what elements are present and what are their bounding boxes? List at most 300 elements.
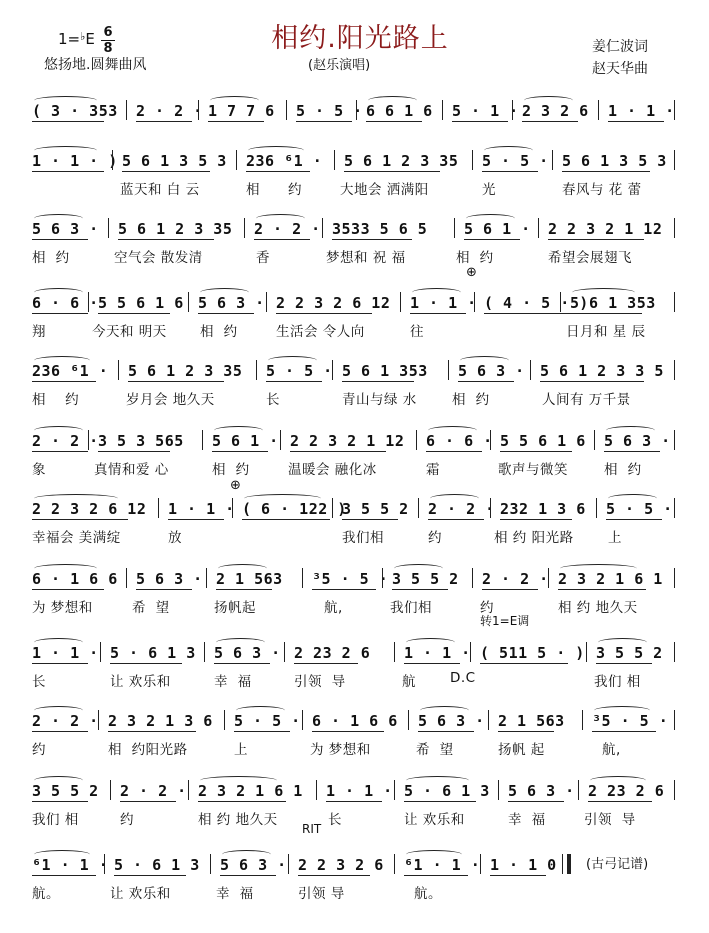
score-row: [28, 214, 678, 274]
notation-line: [28, 96, 678, 124]
composer-credit: 赵天华曲: [592, 61, 648, 77]
measure: 1 · 1 ·: [326, 782, 393, 800]
slur: [236, 706, 285, 715]
beam-line: [418, 731, 474, 732]
measure: 236 ⁶1 ·: [246, 152, 323, 170]
measure: 5 5 6 1 6: [500, 432, 586, 450]
barline: [198, 100, 199, 120]
barline: [382, 568, 383, 588]
lyric-word: 大地会 洒满阳: [340, 182, 429, 198]
barline: [552, 150, 553, 170]
beam-line: [500, 451, 572, 452]
barline: [512, 100, 513, 120]
measure: ⁶1 · 1 ·: [32, 856, 109, 874]
song-title: 相约.阳光路上: [271, 23, 449, 54]
barline: [302, 568, 303, 588]
barline: [530, 360, 531, 380]
lyric-word: 让 欢乐和: [404, 812, 465, 828]
beam-line: [342, 381, 414, 382]
measure: 2 1 563: [216, 570, 283, 588]
beam-line: [214, 663, 270, 664]
lyric-word: 约: [32, 742, 46, 758]
barline: [674, 710, 675, 730]
slur: [222, 850, 271, 859]
score-row: [28, 494, 678, 554]
barline: [586, 642, 587, 662]
lyric-word: 空气会 散发清: [114, 250, 203, 266]
slur: [210, 96, 259, 105]
measure: 5 5 6 1 6: [98, 294, 184, 312]
measure: 2 · 2 ·: [32, 432, 99, 450]
measure: 5 6 1 3 5 3: [122, 152, 227, 170]
tempo-style: 悠扬地.圆舞曲风: [44, 57, 147, 73]
lyric-word: 航。: [32, 886, 60, 902]
slur: [34, 850, 90, 859]
slur: [216, 638, 265, 647]
lyric-line: [28, 388, 678, 410]
measure: 5 6 1 2 3 35: [344, 152, 459, 170]
lyric-line: [28, 738, 678, 760]
lyric-word: 希望会展翅飞: [548, 250, 632, 266]
notation-line: [28, 356, 678, 384]
barline: [210, 854, 211, 874]
measure: 5 6 3 ·: [136, 570, 203, 588]
measure: 2 3 2 1 6 1: [558, 570, 663, 588]
beam-line: [608, 121, 664, 122]
barline: [674, 150, 675, 170]
barline: [480, 854, 481, 874]
beam-line: [234, 731, 290, 732]
beam-line: [114, 875, 186, 876]
barline: [104, 854, 105, 874]
measure: 5 · 1 ·: [452, 102, 519, 120]
lyric-word: 幸 福: [216, 886, 254, 902]
beam-line: [482, 589, 538, 590]
measure: 6 · 1 6 6: [32, 570, 118, 588]
lyric-word: 青山与绿 水: [342, 392, 417, 408]
beam-line: [366, 121, 422, 122]
beam-line: [136, 121, 192, 122]
barline: [322, 218, 323, 238]
lyric-word: 让 欢乐和: [110, 886, 171, 902]
beam-line: [344, 171, 440, 172]
slur: [214, 426, 263, 435]
slur: [200, 776, 277, 785]
barline: [88, 292, 89, 312]
barline: [284, 642, 285, 662]
measure: 5 · 5 ·: [606, 500, 673, 518]
barline: [674, 498, 675, 518]
barline: [288, 854, 289, 874]
measure: ⁶1 · 1 ·: [404, 856, 481, 874]
score-row: [28, 638, 678, 698]
beam-line: [312, 589, 376, 590]
meter-top: 6: [103, 25, 113, 40]
slur: [34, 426, 83, 435]
measure: 5 · 6 1 3: [404, 782, 490, 800]
beam-line: [168, 519, 224, 520]
lyric-word: 往: [410, 324, 424, 340]
measure: 2 3 2 1 3 6: [108, 712, 213, 730]
lyric-word: 歌声与微笑: [498, 462, 568, 478]
lyric-word: 上: [234, 742, 248, 758]
lyric-word: 上: [608, 530, 622, 546]
lyric-word: 霜: [426, 462, 440, 478]
beam-line: [110, 663, 182, 664]
beam-line: [108, 731, 196, 732]
lyric-word: 航,: [602, 742, 621, 758]
barline: [356, 100, 357, 120]
barline: [188, 780, 189, 800]
lyric-word: 相 约 地久天: [198, 812, 278, 828]
lyric-word: 约: [120, 812, 134, 828]
beam-line: [296, 121, 352, 122]
notation-line: [28, 706, 678, 734]
lyric-word: 约: [480, 600, 494, 616]
beam-line: [32, 451, 88, 452]
measure: 232 1 3 6: [500, 500, 586, 518]
lyric-word: 希 望: [132, 600, 170, 616]
measure: 2 2 3 2 6: [298, 856, 384, 874]
barline: [332, 360, 333, 380]
lyric-word: 真情和爱 心: [94, 462, 169, 478]
lyric-word: 幸福会 美满绽: [32, 530, 121, 546]
measure: 5 6 1 2 3 3 5: [540, 362, 664, 380]
notation-line: [28, 776, 678, 804]
beam-line: [254, 239, 310, 240]
measure: 3 5 3 565: [98, 432, 184, 450]
lyric-word: 生活会 令人向: [276, 324, 365, 340]
measure: 1 · 1 ·: [404, 644, 471, 662]
barline: [316, 780, 317, 800]
measure: 3 5 5 2: [342, 500, 409, 518]
beam-line: [522, 121, 578, 122]
lyric-word: 引领 导: [298, 886, 345, 902]
beam-line: [294, 663, 358, 664]
lyric-word: 幸 福: [508, 812, 546, 828]
beam-line: [484, 313, 572, 314]
beam-line: [482, 171, 538, 172]
notation-line: [28, 146, 678, 174]
measure: 5 6 3 ·: [604, 432, 671, 450]
barline: [112, 150, 113, 170]
slur: [430, 494, 479, 503]
slur: [428, 426, 477, 435]
lyric-line: [28, 882, 678, 904]
notation-line: [28, 288, 678, 316]
slur: [590, 776, 646, 785]
beam-line: [426, 451, 482, 452]
slur: [244, 494, 321, 503]
beam-line: [490, 875, 546, 876]
final-barline: [562, 854, 563, 874]
slur: [572, 288, 635, 297]
measure: 2 3 2 1 6 1: [198, 782, 303, 800]
measure: 3 5 5 2: [32, 782, 99, 800]
barline: [582, 710, 583, 730]
barline: [674, 642, 675, 662]
barline: [418, 498, 419, 518]
beam-line: [508, 801, 564, 802]
beam-line: [342, 519, 398, 520]
lyric-word: 相 约: [604, 462, 642, 478]
measure: 5 6 3 ·: [418, 712, 485, 730]
beam-line: [498, 731, 554, 732]
lyric-line: [28, 526, 678, 548]
barline: [286, 100, 287, 120]
measure: 2 · 2 ·: [254, 220, 321, 238]
lyric-word: 相 约: [200, 324, 238, 340]
barline: [490, 430, 491, 450]
final-barline-thick: [567, 854, 571, 874]
lyric-word: 长: [32, 674, 46, 690]
slur: [34, 288, 83, 297]
barline: [98, 710, 99, 730]
score-header: [0, 0, 709, 90]
slur: [466, 214, 515, 223]
barline: [598, 100, 599, 120]
score-row: [28, 706, 678, 766]
slur: [394, 564, 443, 573]
barline: [100, 642, 101, 662]
measure: 6 · 6 ·: [426, 432, 493, 450]
lyric-word: 为 梦想和: [32, 600, 93, 616]
lyric-word: 梦想和 祝 福: [326, 250, 406, 266]
slur: [256, 214, 305, 223]
barline: [408, 710, 409, 730]
measure: 1 · 1 ·: [410, 294, 477, 312]
lyric-word: 相 约: [456, 250, 494, 266]
measure: 2 · 2 ·: [428, 500, 495, 518]
beam-line: [198, 313, 254, 314]
lyric-word: 航: [402, 674, 416, 690]
beam-line: [198, 801, 286, 802]
slur: [406, 776, 469, 785]
notation-line: [28, 850, 678, 878]
slur: [406, 638, 455, 647]
beam-line: [452, 121, 508, 122]
slur: [484, 146, 533, 155]
lyric-word: 放: [168, 530, 182, 546]
barline: [108, 218, 109, 238]
measure: 5 6 1 353: [342, 362, 428, 380]
lyric-word: 我们 相: [594, 674, 641, 690]
barline: [490, 498, 491, 518]
measure: 2 · 2 ·: [482, 570, 549, 588]
slur: [460, 356, 509, 365]
slur: [420, 706, 469, 715]
beam-line: [392, 589, 448, 590]
score-row: [28, 564, 678, 624]
lyric-word: 象: [32, 462, 46, 478]
beam-line: [548, 239, 644, 240]
beam-line: [98, 451, 170, 452]
measure: 1 · 1 ·: [168, 500, 235, 518]
slur: [598, 638, 647, 647]
lyric-word: 岁月会 地久天: [126, 392, 215, 408]
notation-line: [28, 564, 678, 592]
beam-line: [128, 381, 224, 382]
beam-line: [596, 663, 652, 664]
beam-line: [98, 313, 170, 314]
lyric-word: 相 约: [32, 250, 70, 266]
barline: [126, 568, 127, 588]
barline: [266, 292, 267, 312]
lyric-word: 约: [428, 530, 442, 546]
slur: [406, 850, 462, 859]
lyric-word: 我们相: [390, 600, 432, 616]
slur: [524, 96, 573, 105]
beam-line: [208, 121, 264, 122]
lyric-line: [28, 596, 678, 618]
beam-line: [32, 171, 104, 172]
beam-line: [290, 451, 386, 452]
lyric-word: 人间有 万千景: [542, 392, 631, 408]
measure: 6 6 1 6: [366, 102, 433, 120]
barline: [472, 150, 473, 170]
lyric-word: 航,: [324, 600, 343, 616]
beam-line: [246, 171, 310, 172]
lyric-word: 希 望: [416, 742, 454, 758]
barline: [158, 498, 159, 518]
key-prefix: 1=: [58, 30, 81, 48]
barline: [256, 360, 257, 380]
score-row: [28, 776, 678, 836]
measure: 5 6 1 2 3 35: [128, 362, 243, 380]
lyric-line: [28, 458, 678, 480]
barline: [334, 150, 335, 170]
score-row: [28, 850, 678, 910]
beam-line: [32, 801, 88, 802]
measure: 5 6 3 ·: [214, 644, 281, 662]
slur: [248, 146, 304, 155]
lyric-word: 光: [482, 182, 496, 198]
beam-line: [32, 239, 88, 240]
slur: [368, 96, 417, 105]
measure: 1 · 1 · ): [32, 152, 118, 170]
beam-line: [32, 589, 104, 590]
notation-source: (古弓记谱): [586, 857, 649, 872]
barline: [474, 292, 475, 312]
beam-line: [32, 731, 88, 732]
barline: [244, 218, 245, 238]
lyric-word: D.C: [450, 670, 476, 686]
beam-line: [118, 239, 214, 240]
measure: 5 6 3 ·: [32, 220, 99, 238]
beam-line: [570, 313, 642, 314]
beam-line: [242, 519, 330, 520]
barline: [454, 218, 455, 238]
lyric-word: 扬帆 起: [498, 742, 545, 758]
lyric-word: 航。: [414, 886, 442, 902]
coda-symbol: ⊕: [466, 265, 477, 280]
lyric-line: [28, 320, 678, 342]
transpose-mark: 转1=E调: [480, 614, 530, 628]
lyric-word: 我们 相: [32, 812, 79, 828]
lyric-word: 让 欢乐和: [110, 674, 171, 690]
beam-line: [326, 801, 382, 802]
barline: [118, 360, 119, 380]
barline: [188, 292, 189, 312]
measure: 5 6 3 ·: [220, 856, 287, 874]
lyric-word: 温暖会 融化冰: [288, 462, 377, 478]
slur: [34, 214, 83, 223]
beam-line: [410, 313, 466, 314]
beam-line: [136, 589, 192, 590]
lyric-word: 相 约阳光路: [108, 742, 188, 758]
measure: 2 3 2 6: [522, 102, 589, 120]
beam-line: [604, 451, 660, 452]
score-row: [28, 146, 678, 206]
lyric-word: 幸 福: [214, 674, 252, 690]
beam-line: [540, 381, 644, 382]
measure: 5 · 6 1 3: [110, 644, 196, 662]
beam-line: [458, 381, 514, 382]
notation-line: [28, 494, 678, 522]
measure: 6 · 6 ·: [32, 294, 99, 312]
slur: [34, 146, 97, 155]
beam-line: [464, 239, 520, 240]
measure: 2 · 2 ·: [120, 782, 187, 800]
lyric-word: 蓝天和 白 云: [120, 182, 200, 198]
beam-line: [404, 801, 476, 802]
measure: 2 · 2 ·: [32, 712, 99, 730]
barline: [498, 780, 499, 800]
beam-line: [480, 663, 568, 664]
measure: ³5 · 5 ·: [592, 712, 669, 730]
lyric-word: 我们相: [342, 530, 384, 546]
measure: 2 2 3 2 1 12: [548, 220, 663, 238]
measure: 5 6 3 ·: [508, 782, 575, 800]
lyric-word: 引领 导: [294, 674, 346, 690]
lyric-word: 长: [266, 392, 280, 408]
measure: 5 · 5 ·: [234, 712, 301, 730]
lyric-word: 香: [256, 250, 270, 266]
beam-line: [212, 451, 268, 452]
measure: ( 3 · 353: [32, 102, 118, 120]
notation-line: [28, 214, 678, 242]
barline: [472, 568, 473, 588]
beam-line: [220, 875, 276, 876]
barline: [280, 430, 281, 450]
measure: 2 2 3 2 6 12: [32, 500, 147, 518]
slur: [34, 356, 90, 365]
lyric-word: 扬帆起: [214, 600, 256, 616]
barline: [674, 568, 675, 588]
measure: 5 6 1 2 3 35: [118, 220, 233, 238]
lyric-word: 约: [288, 182, 302, 198]
measure: 2 23 2 6: [588, 782, 665, 800]
slur: [268, 356, 317, 365]
barline: [400, 292, 401, 312]
beam-line: [558, 589, 646, 590]
beam-line: [32, 121, 104, 122]
measure: 5 · 5 ·: [266, 362, 333, 380]
measure: 1 7 7 6: [208, 102, 275, 120]
measure: 1 · 1 0: [490, 856, 557, 874]
barline: [674, 780, 675, 800]
barline: [394, 642, 395, 662]
coda-symbol: ⊕: [230, 478, 241, 493]
singer-credit: (赵乐演唱): [308, 58, 371, 73]
barline: [206, 568, 207, 588]
measure: 5 6 1 ·: [464, 220, 531, 238]
lyric-word: 翔: [32, 324, 46, 340]
measure: 6 · 1 6 6: [312, 712, 398, 730]
score-row: [28, 288, 678, 348]
measure: 5 6 1 ·: [212, 432, 279, 450]
barline: [204, 642, 205, 662]
